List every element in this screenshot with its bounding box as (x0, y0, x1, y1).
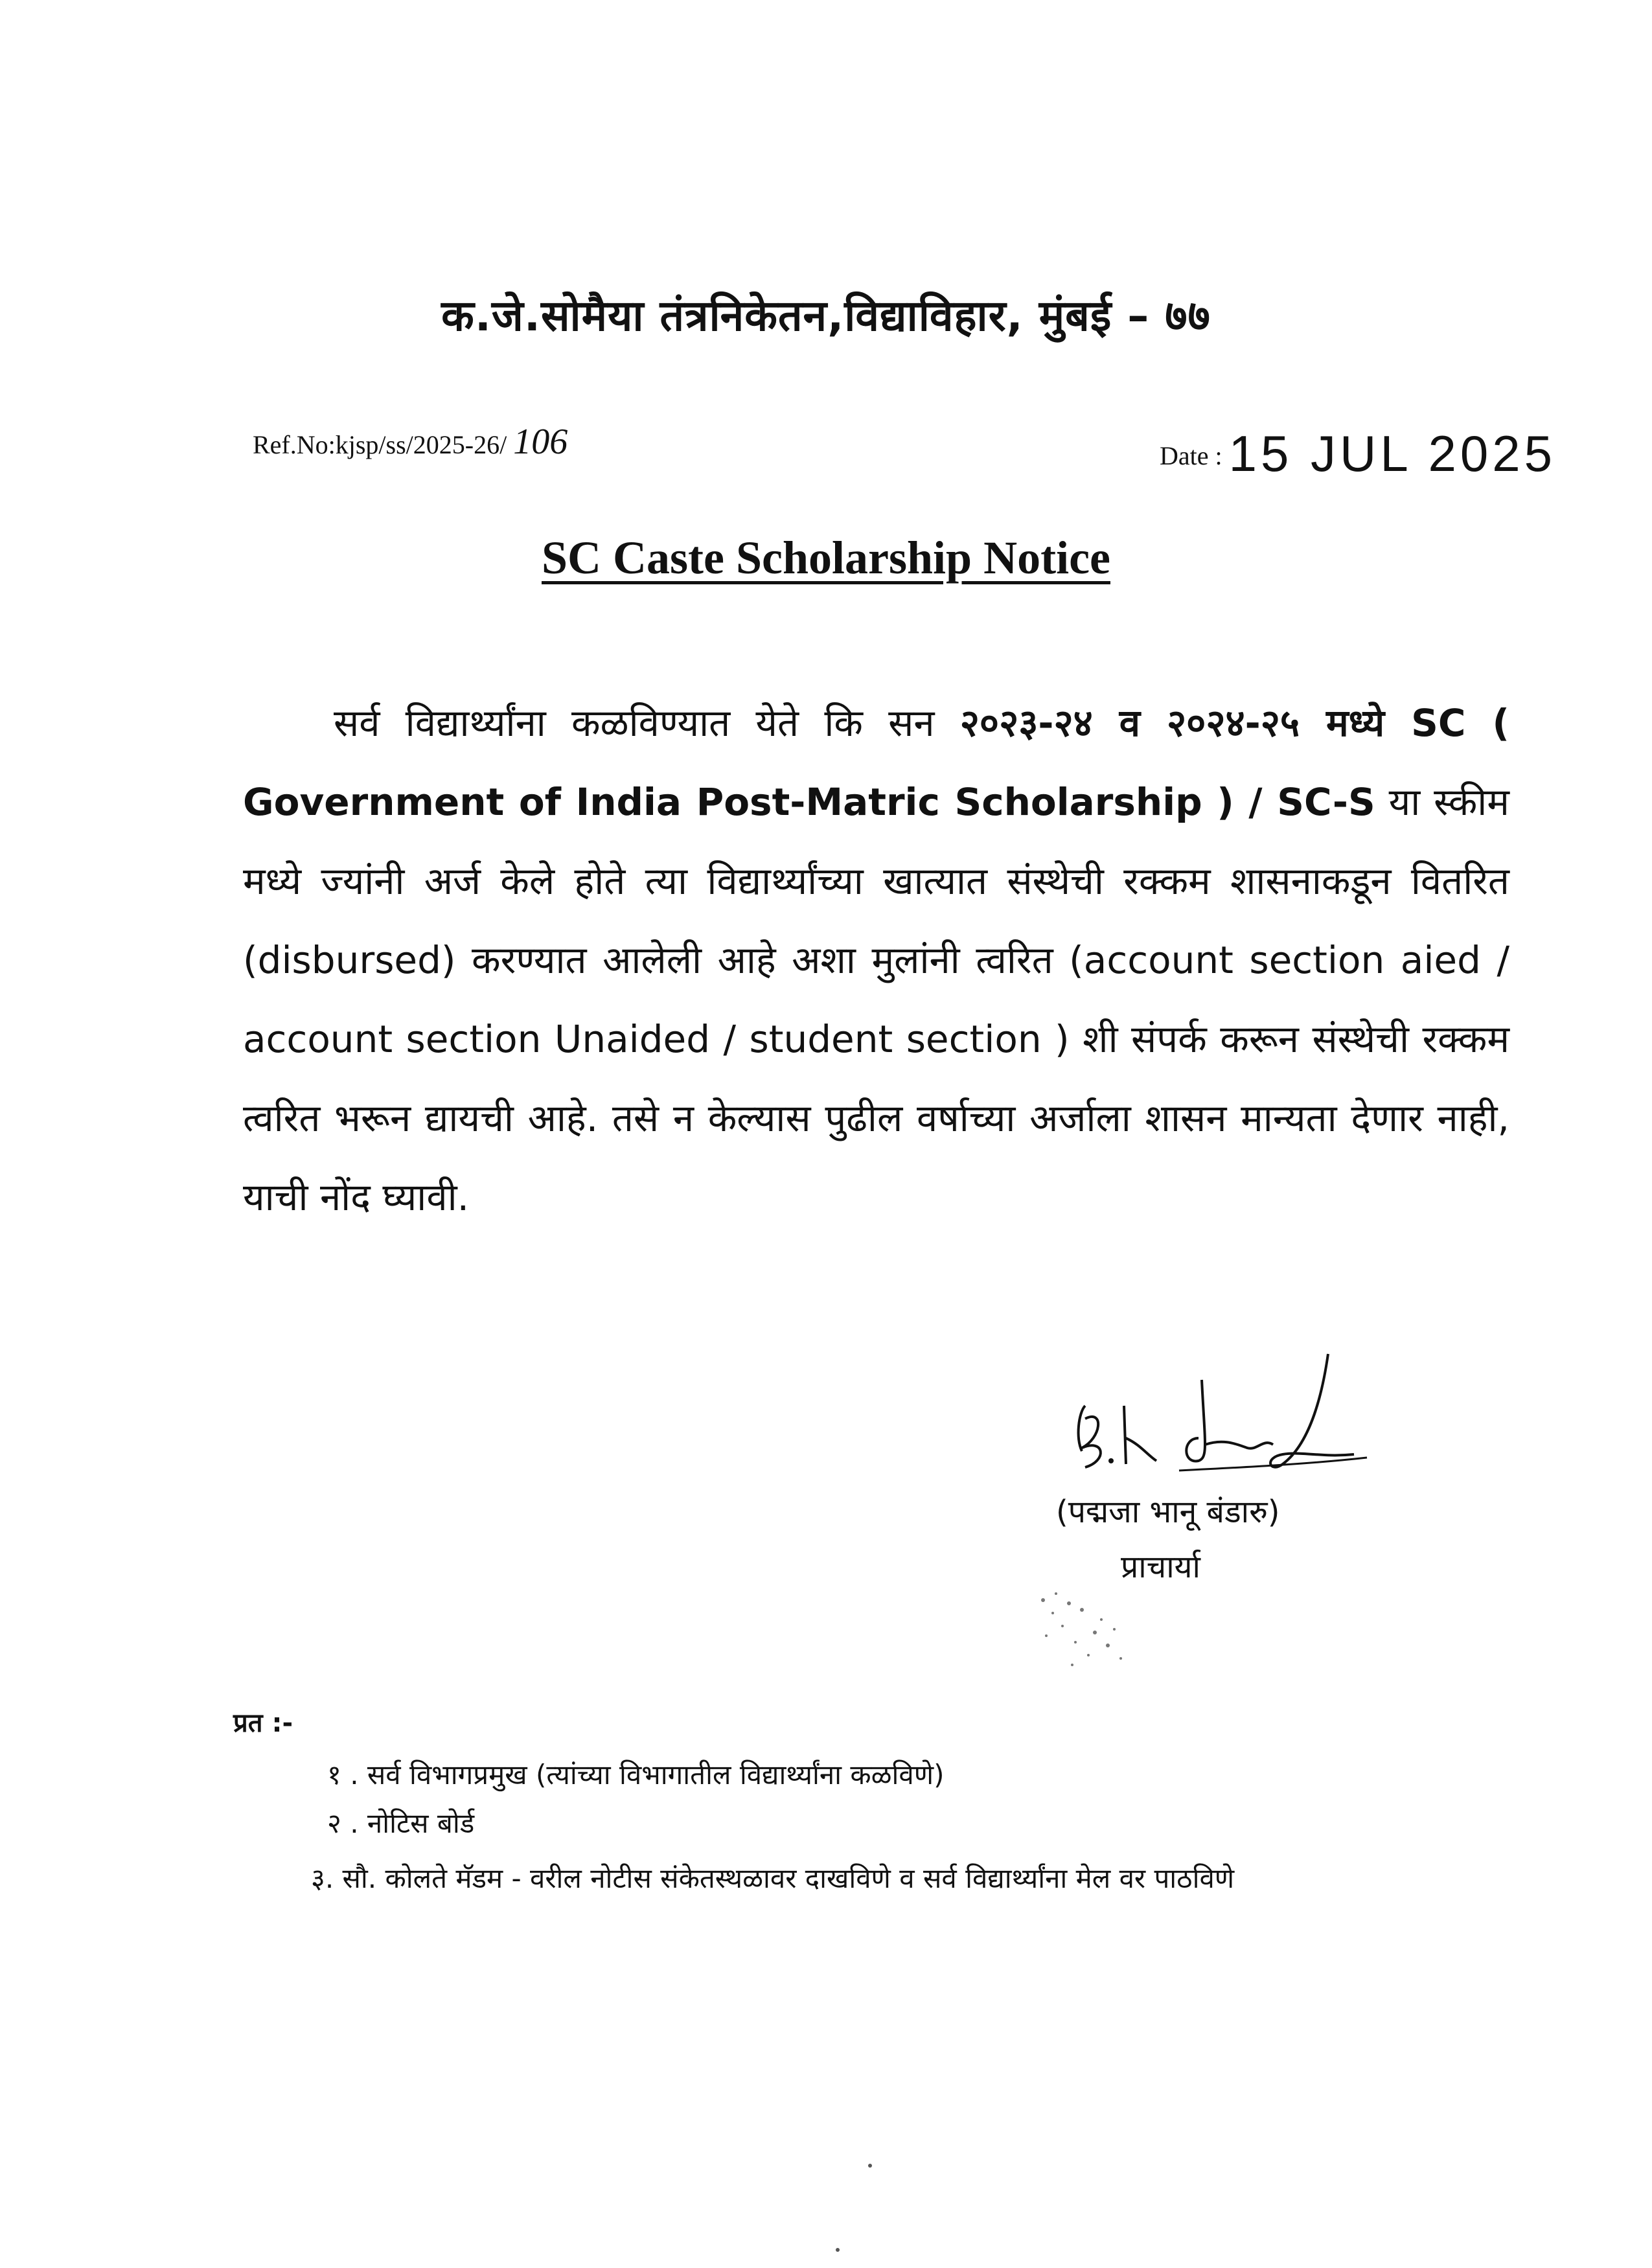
notice-body (243, 683, 1509, 1237)
signatory-name: (पद्मजा भानू बंडारु) (1056, 1494, 1280, 1530)
notice-title-text: SC Caste Scholarship Notice (542, 532, 1110, 584)
copy-to-label: प्रत :- (233, 1708, 293, 1738)
copy-recipient: २ . नोटिस बोर्ड (327, 1807, 475, 1839)
institution-header: क.जे.सोमैया तंत्रनिकेतन,विद्याविहार, मुंबई – ७७ (441, 291, 1211, 341)
reference-prefix: Ref.No:kjsp/ss/2025-26/ (253, 430, 507, 459)
notice-body-part3: या स्कीम मध्ये ज्यांनी अर्ज केले होते त्या विद्यार्थ्यांच्या खात्यात संस्थेची रक्कम शासनाकडून वितरित (disbursed) करण्यात आलेली आहे अशा मुलांनी त्वरित (account section aied / account section Unaided / student section ) शी संपर्क करून संस्थेची रक्कम त्वरित भरून द्यायची आहे. तसे न केल्यास पुढील वर्षाच्या अर्जाला शासन मान्यता देणार नाही, याची नोंद घ्यावी. (243, 780, 1509, 1219)
copy-recipient: ३. सौ. कोलते मॅडम - वरील नोटीस संकेतस्थळावर दाखविणे व सर्व विद्यार्थ्यांना मेल वर पाठविणे (311, 1862, 1235, 1894)
faint-seal-image (1017, 1574, 1153, 1684)
date-label: Date : (1160, 441, 1222, 470)
scan-speck (868, 2164, 872, 2168)
reference-handwritten-number: 106 (513, 422, 568, 462)
signatory-designation: प्राचार्या (1121, 1549, 1200, 1585)
notice-title (0, 531, 1652, 585)
notice-body-part1: सर्व विद्यार्थ्यांना कळविण्यात येते कि सन (334, 701, 960, 745)
signature-image (1050, 1341, 1412, 1496)
scan-speck (836, 2248, 840, 2252)
notice-body-part2: SC ( Government of India Post-Matric Scholarship ) / (243, 701, 1509, 824)
notice-years: २०२३-२४ व २०२४-२५ मध्ये (959, 701, 1385, 745)
date-stamp: 15 JUL 2025 (1228, 425, 1557, 482)
reference-number (253, 421, 568, 463)
date-line (1160, 424, 1556, 483)
copy-recipient: १ . सर्व विभागप्रमुख (त्यांच्या विभागातील विद्यार्थ्यांना कळविणे) (327, 1759, 945, 1791)
notice-scheme: SC-S (1277, 780, 1375, 824)
